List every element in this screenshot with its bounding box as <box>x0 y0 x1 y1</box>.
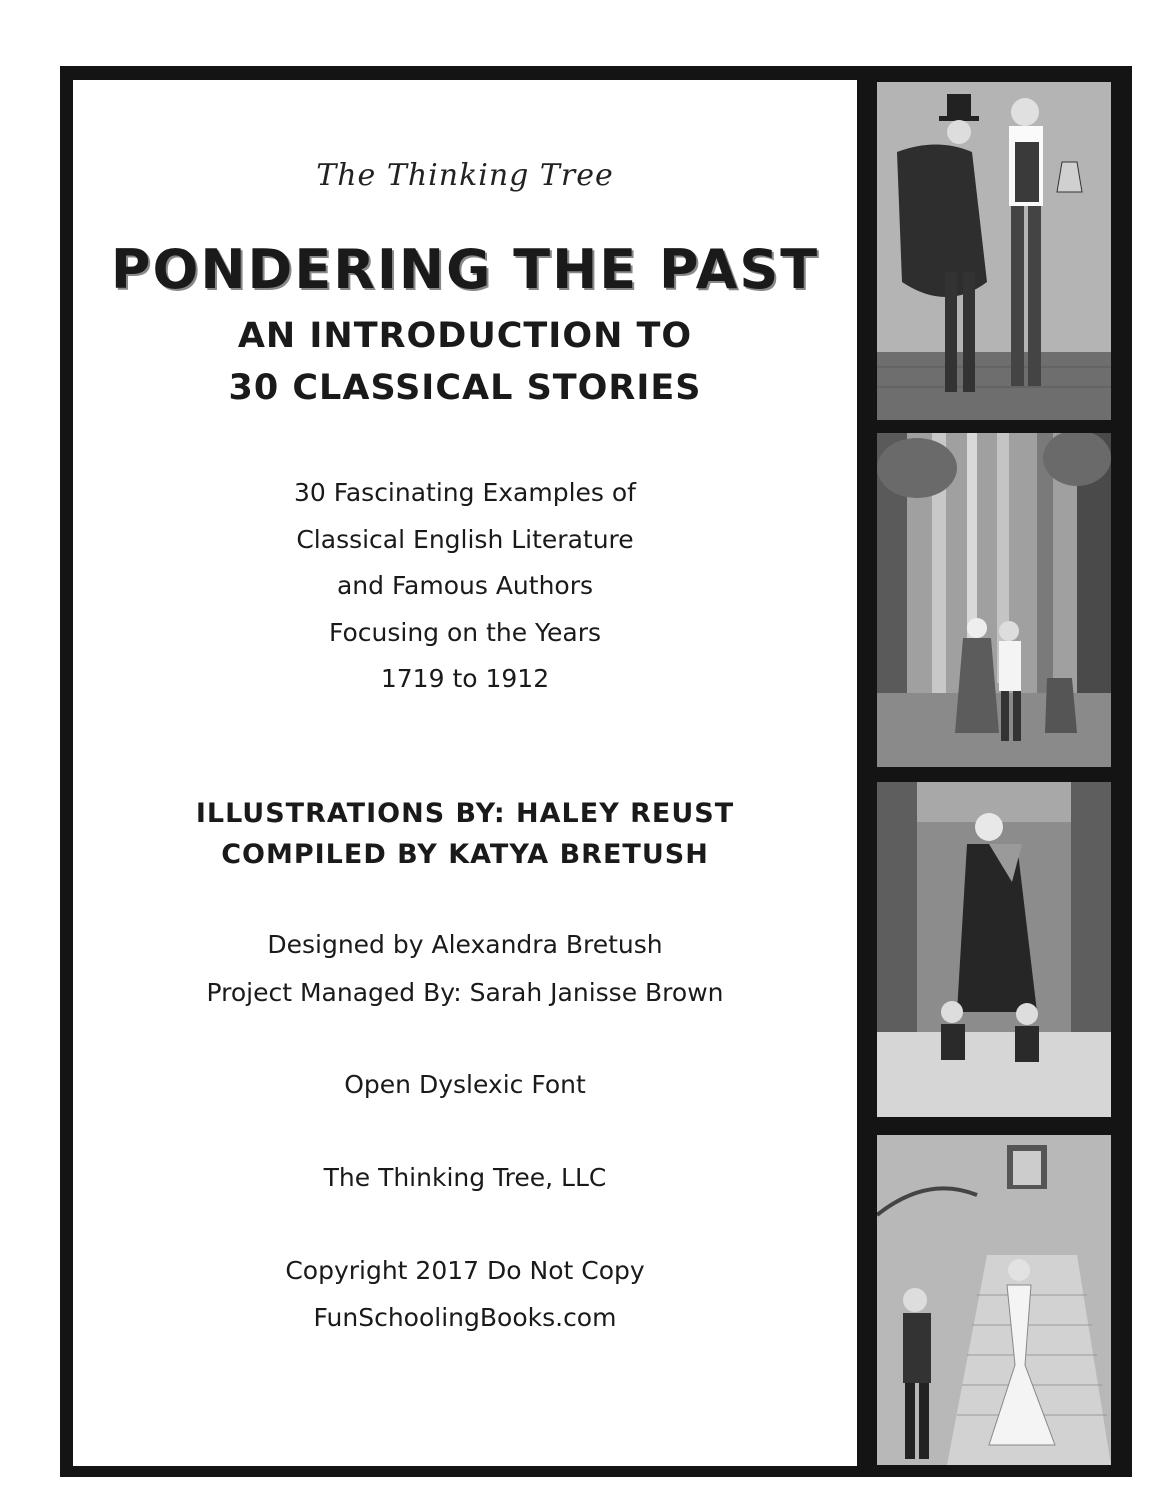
book-subtitle-line2: 30 CLASSICAL STORIES <box>228 368 702 408</box>
book-title: PONDERING THE PAST <box>110 238 820 301</box>
description-line: Focusing on the Years <box>328 617 602 647</box>
copyright-notice: Copyright 2017 Do Not Copy <box>285 1256 645 1285</box>
illustration-coat-and-boys <box>877 782 1111 1117</box>
compiled-credit: COMPILED BY KATYA BRETUSH <box>221 839 709 870</box>
illustrations-credit: ILLUSTRATIONS BY: HALEY REUST <box>195 798 735 829</box>
description-line: 30 Fascinating Examples of <box>294 478 636 507</box>
illustration-staircase-couple <box>877 1135 1111 1465</box>
illustration-forest-children <box>877 433 1111 767</box>
description-line: and Famous Authors <box>336 571 594 600</box>
brand-name: The Thinking Tree <box>316 158 614 193</box>
font-note: Open Dyslexic Font <box>344 1070 586 1099</box>
description-block <box>73 470 857 703</box>
illustration-gentlemen <box>877 82 1111 420</box>
description-line: Classical English Literature <box>296 524 634 554</box>
designed-by: Designed by Alexandra Bretush <box>267 930 663 959</box>
book-subtitle-line1: AN INTRODUCTION TO <box>237 316 693 356</box>
description-line: 1719 to 1912 <box>380 664 550 693</box>
project-managed-by: Project Managed By: Sarah Janisse Brown <box>206 978 724 1007</box>
website: FunSchoolingBooks.com <box>313 1303 617 1332</box>
text-panel <box>73 80 857 1466</box>
publisher: The Thinking Tree, LLC <box>323 1163 607 1192</box>
